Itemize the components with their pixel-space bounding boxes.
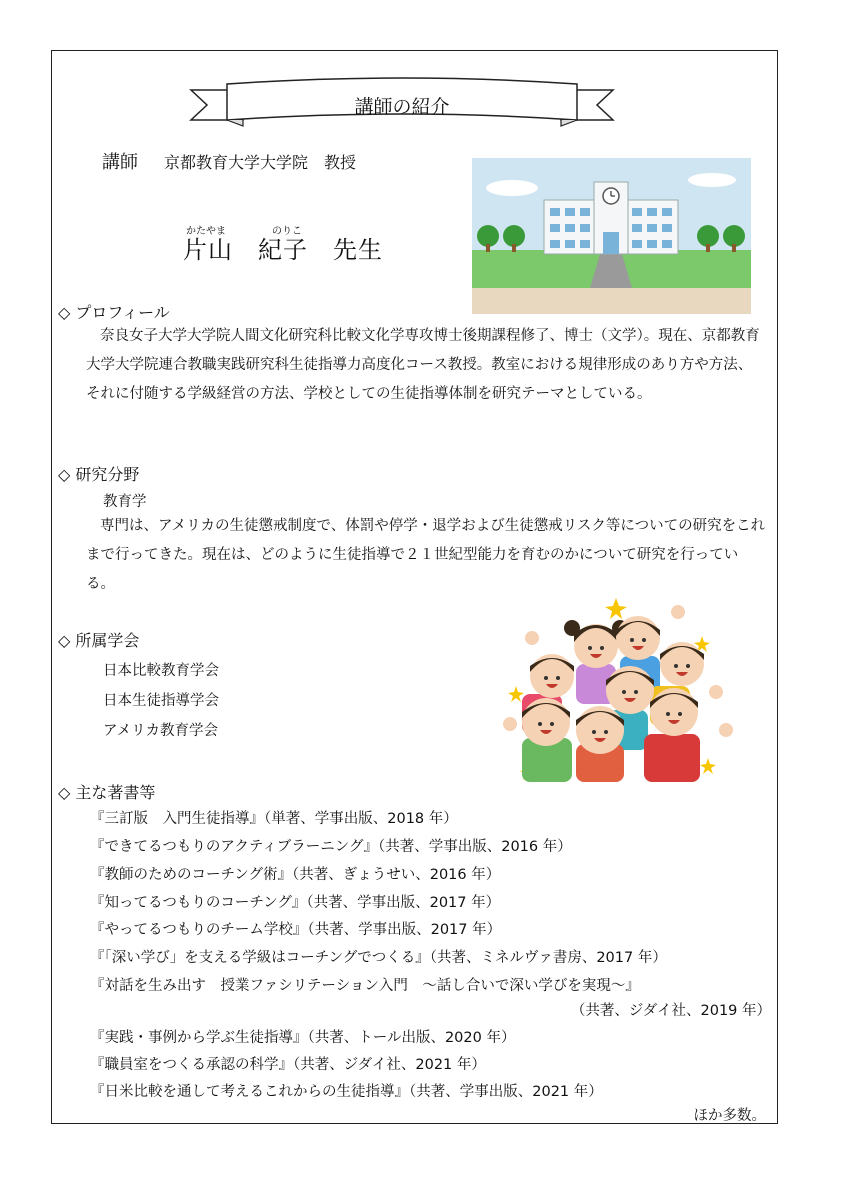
society-item: 日本比較教育学会 <box>103 663 219 679</box>
research-field: 教育学 <box>103 494 147 510</box>
book-item-continued: （共著、ジダイ社、2019 年） <box>570 1003 771 1019</box>
book-item: 『三訂版 入門生徒指導』（単著、学事出版、2018 年） <box>90 811 458 827</box>
society-item: 日本生徒指導学会 <box>103 693 219 709</box>
profile-heading: ◇ プロフィール <box>58 303 170 322</box>
lecturer-name: 片山 紀子 先生 <box>183 236 383 264</box>
banner-title: 講師の紹介 <box>354 96 450 118</box>
books-closing: ほか多数。 <box>693 1108 766 1124</box>
book-item: 『職員室をつくる承認の科学』（共著、ジダイ社、2021 年） <box>90 1057 486 1073</box>
research-heading: ◇ 研究分野 <box>58 465 140 484</box>
lecturer-role: 講師 <box>102 152 138 173</box>
book-item: 『対話を生み出す 授業ファシリテーション入門 ～話し合いで深い学びを実現～』 <box>90 978 640 994</box>
research-text: 専門は、アメリカの生徒懲戒制度で、体罰や停学・退学および生徒懲戒リスク等についての研究をこれまで行ってきた。現在は、どのように生徒指導で２１世紀型能力を育むのかについて研究を行っている。 <box>86 518 766 592</box>
book-item: 『「深い学び」を支える学級はコーチングでつくる』（共著、ミネルヴァ書房、2017 年） <box>90 950 667 966</box>
lecturer-affiliation: 京都教育大学大学院 教授 <box>164 153 357 172</box>
book-item: 『教師のためのコーチング術』（共著、ぎょうせい、2016 年） <box>90 867 501 883</box>
societies-heading: ◇ 所属学会 <box>58 631 140 650</box>
book-item: 『知ってるつもりのコーチング』（共著、学事出版、2017 年） <box>90 895 501 911</box>
book-item: 『実践・事例から学ぶ生徒指導』（共著、トール出版、2020 年） <box>90 1030 516 1046</box>
books-heading: ◇ 主な著書等 <box>58 783 156 802</box>
profile-text: 奈良女子大学大学院人間文化研究科比較文化学専攻博士後期課程修了、博士（文学）。現在、京都教育大学大学院連合教職実践研究科生徒指導力高度化コース教授。教室における規律形成のあり方や方法、それに付随する学級経営の方法、学校としての生徒指導体制を研究テーマとしている。 <box>86 328 760 402</box>
ruby-family: かたやま <box>186 226 226 237</box>
book-item: 『できてるつもりのアクティブラーニング』（共著、学事出版、2016 年） <box>90 839 572 855</box>
cheering-children-illustration <box>502 594 746 782</box>
book-item: 『やってるつもりのチーム学校』（共著、学事出版、2017 年） <box>90 922 502 938</box>
society-item: アメリカ教育学会 <box>103 723 218 739</box>
school-building-illustration <box>472 158 751 314</box>
book-item: 『日米比較を通して考えるこれからの生徒指導』（共著、学事出版、2021 年） <box>90 1084 603 1100</box>
ruby-given: のりこ <box>272 226 302 237</box>
lecturer-line <box>102 148 356 174</box>
